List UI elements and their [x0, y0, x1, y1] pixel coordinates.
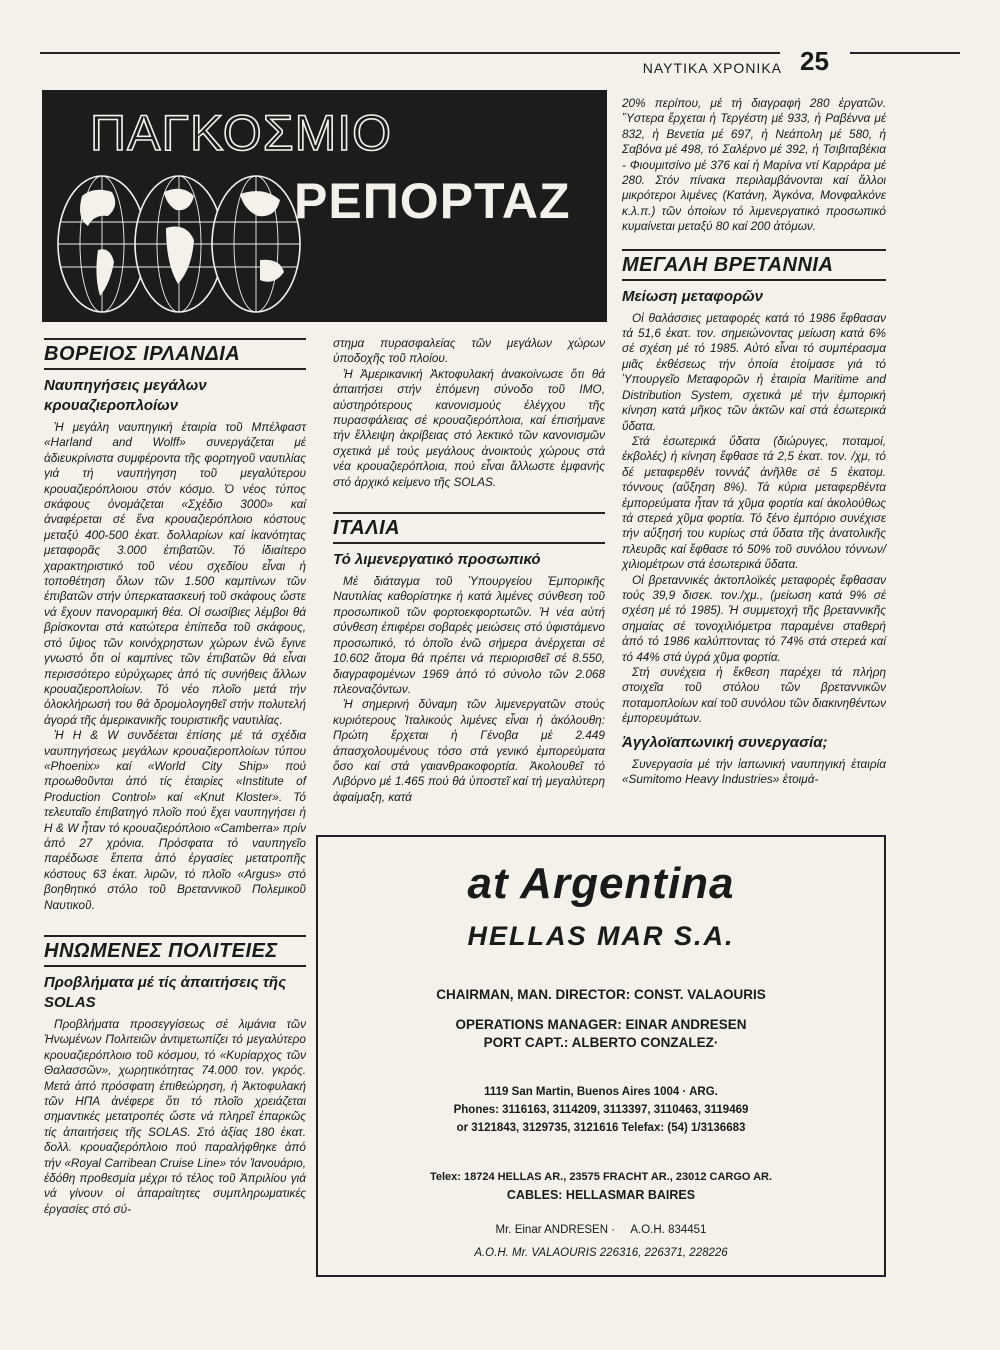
magazine-name: ΝΑΥΤΙΚΑ ΧΡΟΝΙΚΑ	[642, 60, 782, 76]
ad-company: HELLAS MAR S.A.	[467, 921, 735, 951]
subtitle-solas: Προβλήματα μέ τίς ἀπαιτήσεις τῆς SOLAS	[44, 974, 287, 1011]
section-title-great-britain: ΜΕΓΑΛΗ ΒΡΕΤΑΝΝΙΑ	[622, 249, 886, 281]
banner-title-line2: ΡΕΠΟΡΤΑΖ	[294, 173, 571, 229]
header-rule-right	[850, 52, 960, 54]
subtitle-anglo-japanese: Ἀγγλοϊαπωνική συνεργασία;	[622, 733, 828, 751]
section-title-italy: ΙΤΑΛΙΑ	[333, 512, 605, 544]
ad-address: 1119 San Martin, Buenos Aires 1004 · ARG.	[484, 1086, 718, 1098]
paragraph: Στά ἐσωτερικά ὕδατα (διώρυγες, ποταμοί, ἐκβολές) ἡ κίνηση ἔφθασε τά 2,5 ἑκατ. τον. /χμ, τό δέ μεταφερθέν τοννάζ ἀνῆλθε σέ 5 ἑκατομ. τόννους (αὔξηση 8%). Τά κύρια μεταφερθέντα ἐμπορεύματα ἦταν τά χῦμα φορτία καί ἀκολούθως τά στερεά χῦμα φορτία. Τό ξένο ἐμπόριο συνέχισε τήν αὔξησή του κυρίως στά ὕδατα τῆς ἀνατολικῆς πλευρᾶς καί ἔφθασε τό 50% τοῦ συνόλου τόννων/ χιλιομέτρων στά ἐσωτερικά ὕδατα.	[622, 433, 886, 572]
ad-chairman: CHAIRMAN, MAN. DIRECTOR: CONST. VALAOURIS	[436, 987, 766, 1002]
header-rule-left	[40, 52, 780, 54]
banner-title-line1: ΠΑΓΚΟΣΜΙΟ	[90, 105, 393, 161]
advertisement-hellas-mar	[316, 835, 886, 1277]
paragraph: 20% περίπου, μέ τή διαγραφή 280 ἐργατῶν. Ὕστερα ἔρχεται ἡ Τεργέστη μέ 933, ἡ Ραβέννα μέ 832, ἡ Βενετία μέ 697, ἡ Νεάπολη μέ 580, ἡ Σαβόνα μέ 498, τό Σαλέρνο μέ 392, ἡ Τσιβιταβέκια - Φιουμιτσίνο μέ 376 καί ἡ Μαρίνα ντί Καρράρα μέ 280. Στόν πίνακα περιλαμβάνονται καί ἄλλοι μικρότεροι λιμένες (Κατάνη, Ἀγκόνα, Μονφαλκόνε κ.λ.π.) τῶν ὁποίων τό λιμενεργατικό προσωπικό κυμαίνεται μεταξύ 80 καί 200 ἀτόμων.	[622, 96, 886, 234]
ad-title: at Argentina	[467, 859, 735, 908]
ad-phones-fax: or 3121843, 3129735, 3121616 Telefax: (54) 1/3136683	[456, 1122, 746, 1134]
paragraph: Προβλήματα προσεγγίσεως σέ λιμάνια τῶν Ἡνωμένων Πολιτειῶν ἀντιμετωπίζει τό μεγαλύτερο κρουαζιερόπλοιο τοῦ κόσμου, τό «Κυρίαρχος τῶν Θαλασσῶν», χωρητικότητας 74.000 τον. γκρός. Μετά ἀπό πρόσφατη ἐπιθεώρηση, ἡ Ἀκτοφυλακή τῶν ΗΠΑ ἀνέφερε ὅτι τό πλοῖο χρειάζεται σημαντικές μετατροπές ὥστε νά πληρεῖ ἐπαρκῶς τίς ἀπαιτήσεις τῆς SOLAS. Στό ἀξίας 180 ἑκατ. δολλ. κρουαζιερόπλοιο πού παραλήφθηκε ἀπό τήν «Royal Carribean Cruise Line» τόν Ἰανουάριο, ἐδόθη προθεσμία μέχρι τό τέλος τοῦ Ἀπριλίου γιά νά γίνουν οἱ ἀπαραίτητες συμπληρωματικές ἐργασίες στό σύ-	[44, 1017, 306, 1216]
section-banner	[42, 90, 607, 322]
globes-icon	[54, 172, 304, 322]
paragraph: στημα πυρασφαλείας τῶν μεγάλων χώρων ὑποδοχῆς τοῦ πλοίου.	[333, 336, 605, 366]
ad-ops-manager: OPERATIONS MANAGER: EINAR ANDRESEN	[455, 1017, 747, 1032]
paragraph: Οἱ θαλάσσιες μεταφορές κατά τό 1986 ἔφθασαν τά 51,6 ἑκατ. τον. σημειώνοντας μείωση κατά 6% σέ σχέση μέ τό 1985. Αὐτό εἶναι τό συμπέρασμα μιᾶς ἐκθέσεως τήν ὁποία ἑτοίμασε γιά τό Ὑπουργεῖο Μεταφορῶν ἡ ἑταιρία Maritime and Distribution System, σχετικά μέ τήν ἐμπορική κίνηση κατά μῆκος τῶν ἀκτῶν καί στά ἐσωτερικά ὕδατα.	[622, 310, 886, 433]
paragraph: Ἡ Ἀμερικανική Ἀκτοφυλακή ἀνακοίνωσε ὅτι θά ἀπαιτήσει στήν ἑπόμενη σύνοδο τοῦ IMO, αὐστηρότερους κανονισμούς ἐλέγχου τῆς πυρασφάλειας σέ κρουαζιερόπλοια, καί ἐπισήμανε τήν ἔλλειψη ἀκρίβειας στό λεκτικό τῶν κανονισμῶν σχετικά μέ τούς μεγάλους ἀνοικτούς χώρους στά νέα κρουαζιερόπλοια, πού εἶναι ἄλλωστε ἐμφανής στό ἀρχικό κείμενο τῆς SOLAS.	[333, 366, 605, 489]
subtitle-dockworkers: Τό λιμενεργατικό προσωπικό	[333, 551, 541, 569]
column-3	[622, 96, 886, 787]
subtitle-transport-decline: Μείωση μεταφορῶν	[622, 287, 763, 305]
ad-telex: Telex: 18724 HELLAS AR., 23575 FRACHT AR., 23012 CARGO AR.	[429, 1171, 773, 1183]
ad-port-captain: PORT CAPT.: ALBERTO CONZALEZ·	[483, 1035, 719, 1050]
paragraph: Συνεργασία μέ τήν ἰαπωνική ναυπηγική ἑταιρία «Sumitomo Heavy Industries» ἑτοιμά-	[622, 756, 886, 787]
paragraph: Ἡ μεγάλη ναυπηγική ἑταιρία τοῦ Μπέλφαστ «Harland and Wolff» συνεργάζεται μέ ἀδιευκρίνιστα συμφέροντα τῆς φορτηγοῦ ναυτιλίας γιά τή ναυπήγηση τοῦ μεγαλύτερου κρουαζιερόπλοιου στόν κόσμο. Ὁ νέος τύπος σκάφους ὀνομάζεται «Σχέδιο 3000» καί ἀναφέρεται σέ ἕνα κρουαζιερόπλοιο κόστους μεταξύ 400-500 ἑκατ. δολλαρίων καί ἱκανότητας μεταφορᾶς 3.000 ἐπιβατῶν. Τό ἰδιαίτερο χαρακτηριστικό τοῦ νέου σχεδίου εἶναι ἡ τοποθέτηση ὅλων τῶν 1.500 καμπίνων τῶν ἐπιβατῶν στήν ὑπερκατασκευή τοῦ σκάφους ὥστε νά ἔχουν πανοραμική θέα. Οἱ σωσίβιες λέμβοι θά βρίσκονται στά κατώτερα ἐπίπεδα τοῦ σκάφους, στό ὕψος τῶν κοινόχρηστων χώρων ἐνῶ ἔγινε γνωστό ὅτι οἱ καμπίνες τῶν ἐπιβατῶν θά εἶναι περισσότερο εὐρύχωρες ἀπό τίς συνήθεις ἄλλων κρουαζιεροπλοίων. Τό νέο πλοῖο μετά τήν ὁλοκλήρωσή του θά δρομολογηθεῖ στήν πολυτελή ἀγορά τῆς ἀμερικανικῆς τουριστικῆς ναυτιλίας.	[44, 420, 306, 727]
paragraph: Ἡ H & W συνδέεται ἐπίσης μέ τά σχέδια ναυπηγήσεως μεγάλων κρουαζιεροπλοίων τύπου «Phoenix» καί «World City Ship» πού προωθοῦνται ἀπό τίς ἑταιρίες «Institute of Production Control» καί «Knut Kloster». Τό τελευταῖο ἐπιβατηγό πλοῖο πού ἔχει ναυπηγήσει ἡ H & W ἦταν τό κρουαζιερόπλοιο «Camberra» πρίν ἀπό 27 χρόνια. Πρόσφατα τό ναυπηγεῖο παρέδωσε ἔπειτα ἀπό ἐργασίες μετατροπῆς κόστους 63 ἑκατ. λιρῶν, τό πλοῖο «Argus» στό βοηθητικό στόλο τοῦ Βρεταννικοῦ Πολεμικοῦ Ναυτικοῦ.	[44, 728, 306, 912]
paragraph: Οἱ βρεταννικές ἀκτοπλοϊκές μεταφορές ἔφθασαν τούς 39,9 δισεκ. τον./χμ., (μείωση κατά 9% σέ σχέση μέ τό 1985). Ἡ συμμετοχή τῆς βρεταννικῆς σημαίας σέ τονοχιλιόμετρα παραμένει σταθερή ἀπό τό 1986 καλύπτοντας τό 74% στά στερεά καί τό 44% στά ὑγρά χῦμα φορτία.	[622, 572, 886, 664]
ad-cables: CABLES: HELLASMAR BAIRES	[506, 1188, 696, 1202]
subtitle-cruise-ships: Ναυπηγήσεις μεγάλων κρουαζιεροπλοίων	[44, 377, 207, 414]
paragraph: Μέ διάταγμα τοῦ Ὑπουργείου Ἐμπορικῆς Ναυτιλίας καθορίστηκε ἡ κατά λιμένες σύνθεση τοῦ προσωπικοῦ τῶν φορτοεκφορτωτῶν. Ἡ νέα αὐτή σύνθεση ἐπιφέρει σοβαρές μειώσεις στό ὑφιστάμενο προσωπικό, τό ὁποῖο ἐνῶ σήμερα ἀνέρχεται σέ 10.602 ἄτομα θά πρέπει νά περιορισθεῖ σέ 8.550, διαγραφομένων 1969 ἀπό τό σύνολο τῶν 2.068 πλεοναζόντων.	[333, 574, 605, 696]
column-1	[44, 338, 306, 1217]
ad-contact-andresen: Mr. Einar ANDRESEN · A.O.H. 834451	[495, 1224, 707, 1236]
ad-phones: Phones: 3116163, 3114209, 3113397, 3110463, 3119469	[453, 1104, 749, 1116]
page-number: 25	[800, 46, 829, 76]
ad-contact-valaouris: A.O.H. Mr. VALAOURIS 226316, 226371, 228226	[474, 1247, 728, 1259]
column-2	[333, 336, 605, 805]
section-title-usa: ΗΝΩΜΕΝΕΣ ΠΟΛΙΤΕΙΕΣ	[44, 935, 306, 967]
paragraph: Στή συνέχεια ἡ ἔκθεση παρέχει τά πλήρη στοιχεῖα τοῦ στόλου τῶν βρεταννικῶν ποταμοπλοίων καί τοῦ συνόλου τῶν διακινηθέντων ἐμπορευμάτων.	[622, 665, 886, 726]
section-title-north-ireland: ΒΟΡΕΙΟΣ ΙΡΛΑΝΔΙΑ	[44, 338, 306, 370]
paragraph: Ἡ σημερινή δύναμη τῶν λιμενεργατῶν στούς κυριότερους Ἰταλικούς λιμένες εἶναι ἡ ἀκόλουθη: Πρώτη ἔρχεται ἡ Γένοβα μέ 2.449 ἀπασχολουμένους τόσο στά γενικό ἐμπορεύματα ὅσο καί στά γαιανθρακοφορτία. Ἀκολουθεῖ τό Λιβόρνο μέ 1.465 πού θά ὑποστεῖ καί τή μεγαλύτερη ἀφαίμαξη, κατά	[333, 697, 605, 804]
